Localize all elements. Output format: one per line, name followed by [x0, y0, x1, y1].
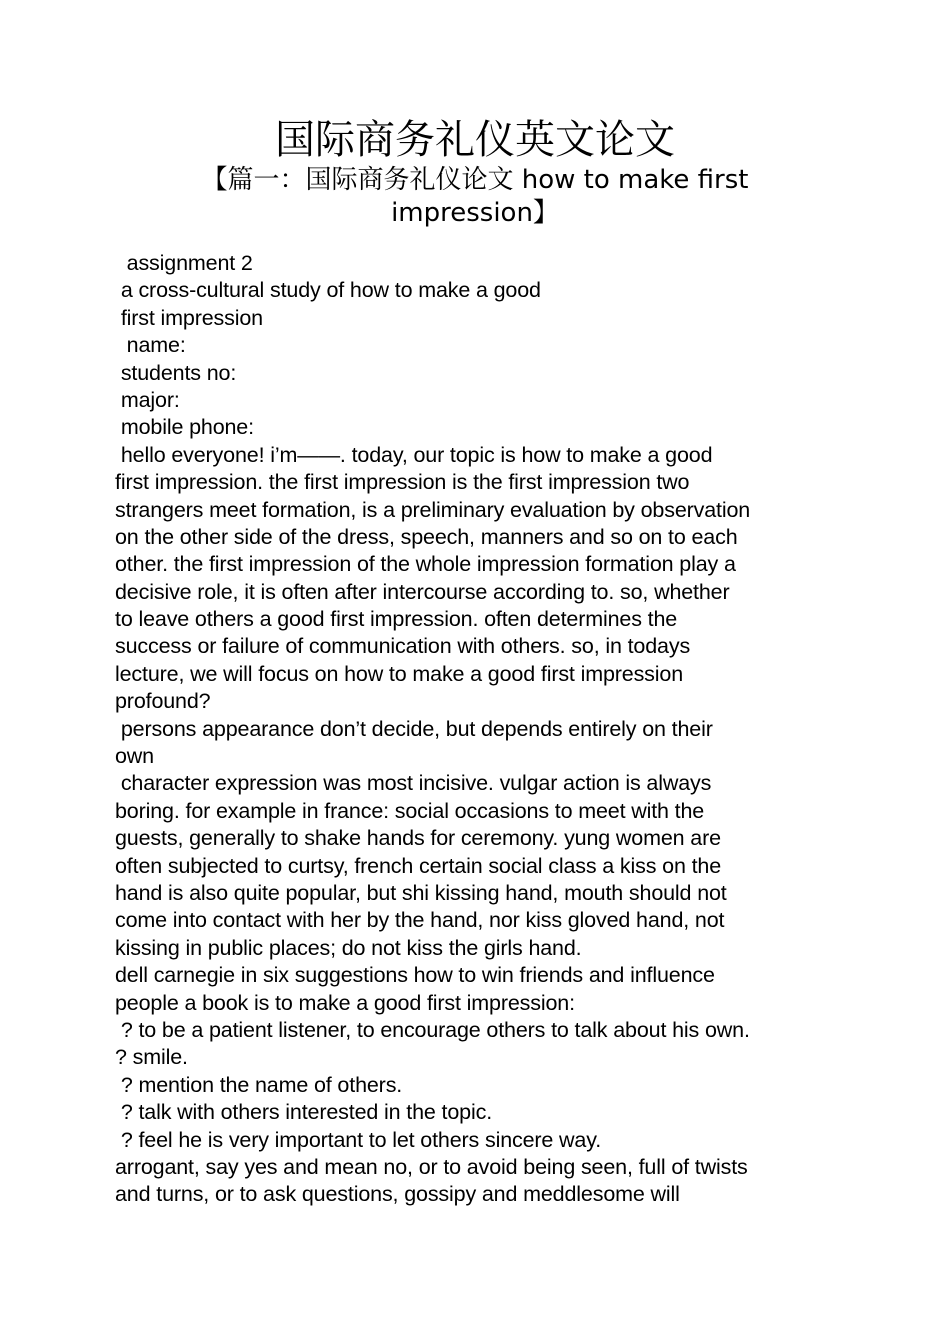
text-line: ? feel he is very important to let others sincere way.: [115, 1127, 602, 1152]
text-line: character expression was most incisive. vulgar action is always: [115, 771, 712, 796]
text-line: major:: [115, 387, 180, 412]
text-line: arrogant, say yes and mean no, or to avoid being seen, full of twists: [115, 1154, 748, 1179]
text-line: first impression: [115, 305, 263, 330]
text-line: hand is also quite popular, but shi kissing hand, mouth should not: [115, 880, 727, 905]
text-line: decisive role, it is often after intercourse according to. so, whether: [115, 579, 730, 604]
text-line: come into contact with her by the hand, nor kiss gloved hand, not: [115, 908, 725, 933]
text-line: persons appearance don’t decide, but depends entirely on their: [115, 716, 713, 741]
text-line: ? talk with others interested in the topic.: [115, 1100, 493, 1125]
text-line: assignment 2: [115, 251, 253, 275]
text-line: students no:: [115, 360, 237, 385]
text-line: strangers meet formation, is a preliminary evaluation by observation: [115, 497, 751, 522]
text-line: dell carnegie in six suggestions how to win friends and influence: [115, 963, 715, 988]
text-line: on the other side of the dress, speech, manners and so on to each: [115, 524, 738, 549]
text-line: people a book is to make a good first impression:: [115, 990, 575, 1015]
text-line: ? to be a patient listener, to encourage others to talk about his own.: [115, 1017, 750, 1042]
text-line: to leave others a good first impression. often determines the: [115, 607, 678, 632]
subtitle-line-2: impression】: [391, 198, 559, 228]
text-line: other. the first impression of the whole impression formation play a: [115, 552, 736, 577]
text-line: boring. for example in france: social occasions to meet with the: [115, 798, 705, 823]
text-line: and turns, or to ask questions, gossipy and meddlesome will: [115, 1182, 680, 1207]
text-line: profound?: [115, 689, 211, 714]
text-line: name:: [115, 333, 186, 358]
body-text: [115, 250, 845, 1209]
text-line: ? mention the name of others.: [115, 1072, 403, 1097]
text-line: often subjected to curtsy, french certain social class a kiss on the: [115, 853, 722, 878]
page-subtitle: [170, 164, 780, 230]
text-line: first impression. the first impression is the first impression two: [115, 470, 690, 495]
page-title: 国际商务礼仪英文论文: [275, 117, 675, 163]
text-line: own: [115, 744, 154, 769]
text-line: guests, generally to shake hands for ceremony. yung women are: [115, 826, 721, 851]
text-line: hello everyone! i’m——. today, our topic is how to make a good: [115, 442, 713, 467]
text-line: ? smile.: [115, 1045, 188, 1070]
text-line: lecture, we will focus on how to make a good first impression: [115, 661, 684, 686]
text-line: success or failure of communication with others. so, in todays: [115, 634, 691, 659]
subtitle-line-1: 【篇一：国际商务礼仪论文 how to make first: [201, 165, 749, 195]
text-line: a cross-cultural study of how to make a good: [115, 278, 541, 303]
text-line: kissing in public places; do not kiss the girls hand.: [115, 935, 582, 960]
text-line: mobile phone:: [115, 415, 254, 440]
